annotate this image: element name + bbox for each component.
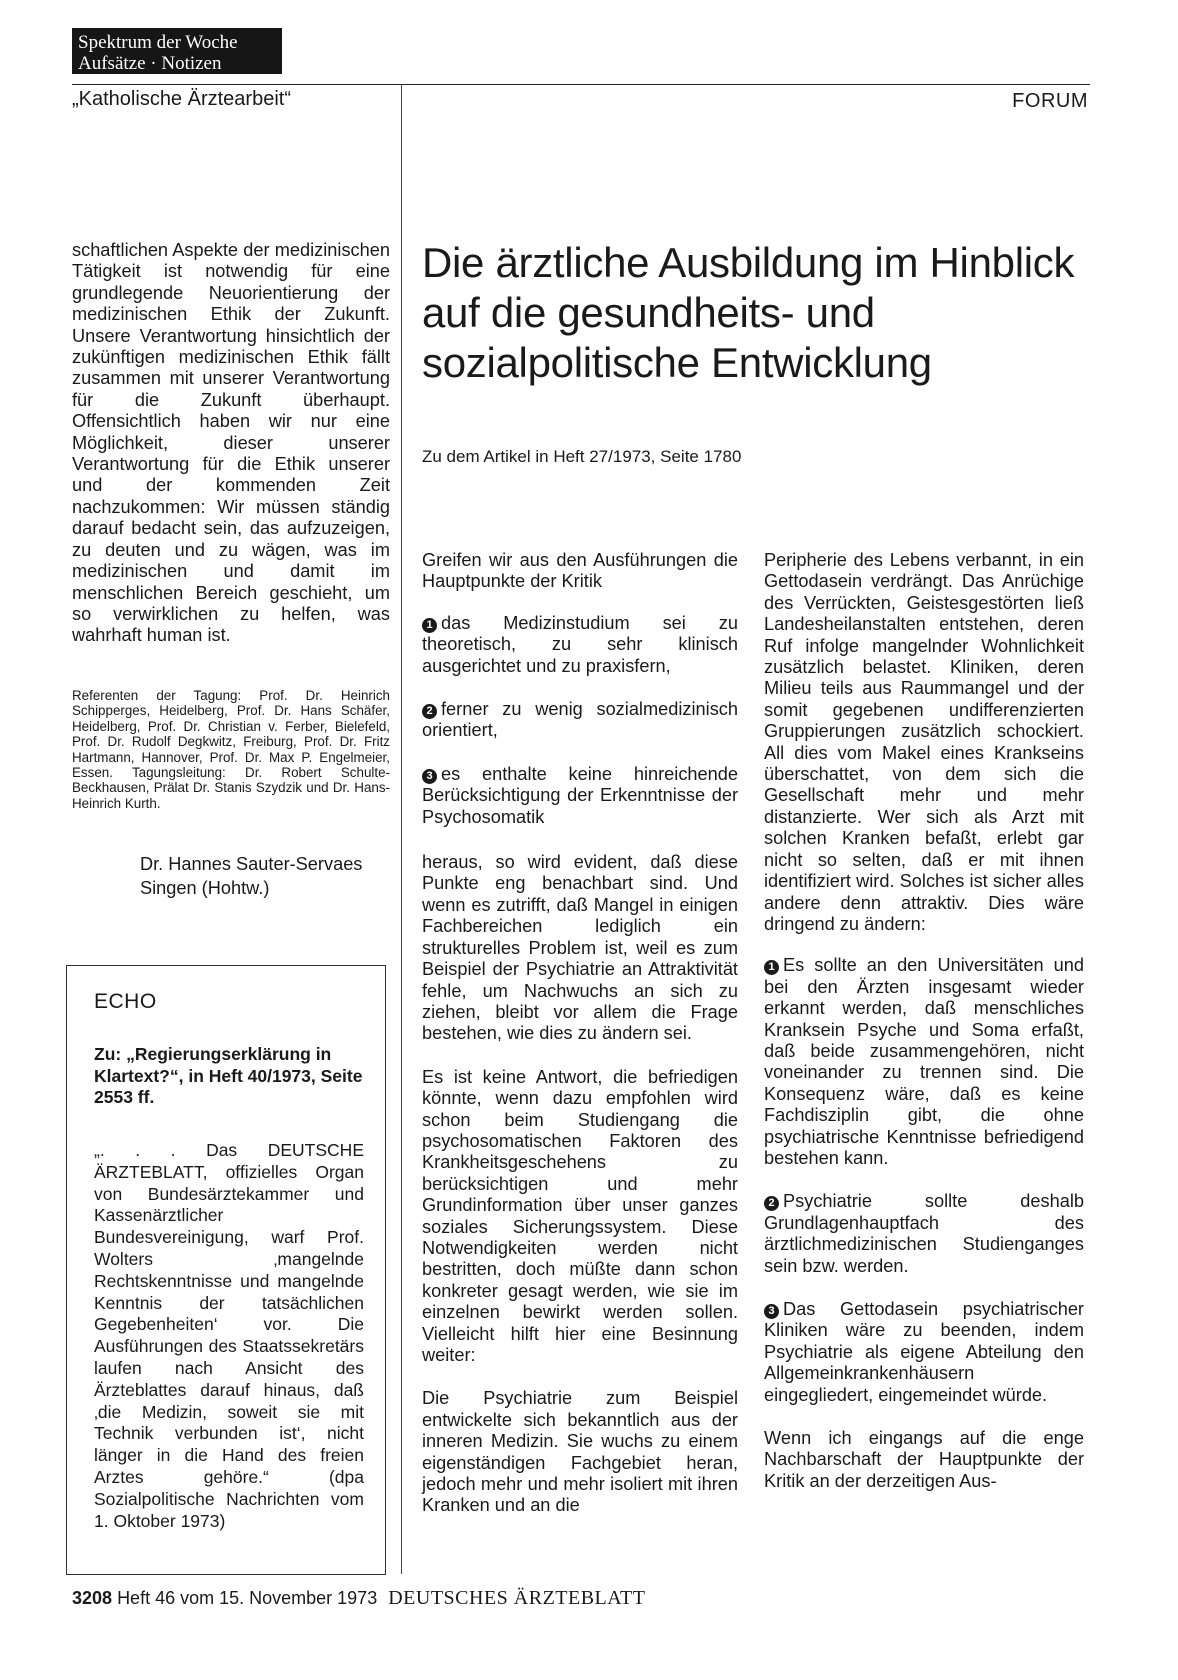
article-title: Die ärztliche Ausbildung im Hinblick auf die gesundheits- und sozialpolitische Entwicklung (422, 239, 1075, 386)
left-column (72, 240, 390, 647)
echo-label: ECHO (94, 990, 157, 1013)
critique-point-1-text: das Medizinstudium sei zu theoretisch, zu sehr klinisch ausgerichtet und zu praxisfern, (422, 612, 738, 676)
publication-name: DEUTSCHES ÄRZTEBLATT (388, 1587, 646, 1609)
references-note: Referenten der Tagung: Prof. Dr. Heinrich Schipperges, Heidelberg, Prof. Dr. Hans Schäfer, Heidelberg, Prof. Dr. Christian v. Ferber, Bielefeld, Prof. Dr. Rudolf Degkwitz, Freiburg, Prof. Dr. Fritz Hartmann, Hannover, Prof. Dr. Max P. Engelmeier, Essen. Tagungsleitung: Dr. Robert Schulte-Beckhausen, Prälat Dr. Stanis Szydzik und Dr. Hans-Heinrich Kurth. (72, 688, 390, 811)
intro-paragraph: Greifen wir aus den Ausführungen die Hauptpunkte der Kritik (422, 550, 738, 592)
proposal-point-1-text: Es sollte an den Universitäten und bei den Ärzten insgesamt wieder erkannt werden, daß menschliches Kranksein Psyche und Soma erfaßt, daß beide zusammengehören, nicht voneinander zu trennen sind. Die Konsequenz wäre, daß es keine Fachdisziplin gibt, die ohne psychiatrische Kenntnisse befriedigend bestehen kann. (764, 955, 1084, 1168)
masthead-line-2: Aufsätze · Notizen (78, 53, 222, 74)
left-column-paragraph: schaftlichen Aspekte der medizinischen Tätigkeit ist notwendig für eine grundlegende Neuorientierung der medizinischen Ethik der Zukunft. Unsere Verantwortung hinsichtlich der zukünftigen medizinischen Ethik fällt zusammen mit unserer Verantwortung für die Zukunft überhaupt. Offensichtlich haben wir nur eine Möglichkeit, dieser unserer Verantwortung für die Ethik unserer und der kommenden Zeit nachzukommen: Wir müssen ständig darauf bedacht sein, das aufzuzeigen, zu deuten und zu wägen, was im medizinischen und damit im menschlichen Bereich geschieht, um so verwirklichen zu helfen, was wahrhaft human ist. (72, 240, 390, 646)
page-number: 3208 (72, 1588, 113, 1608)
masthead (72, 28, 282, 74)
article-subtitle: Zu dem Artikel in Heft 27/1973, Seite 1780 (422, 447, 742, 466)
column-divider (401, 84, 402, 1574)
number-bullet-icon: 3 (422, 769, 437, 784)
echo-body: „. . . Das DEUTSCHE ÄRZTEBLATT, offizielles Organ von Bundesärztekammer und Kassenärztlicher Bundesvereinigung, warf Prof. Wolters ‚mangelnde Rechtskenntnisse und mangelnde Kenntnis der tatsächlichen Gegebenheiten‘ vor. Die Ausführungen des Staatssekretärs laufen nach Ansicht des Ärzteblattes darauf hinaus, daß ‚die Medizin, soweit sie mit Technik verbunden ist‘, nicht länger in die Hand des freien Arztes gehöre.“ (dpa Sozialpolitische Nachrichten vom 1. Oktober 1973) (94, 1140, 364, 1531)
number-bullet-icon: 1 (764, 960, 779, 975)
signature-name: Dr. Hannes Sauter-Servaes (140, 854, 363, 874)
masthead-line-1: Spektrum der Woche (78, 32, 238, 53)
left-running-title: „Katholische Ärztearbeit“ (72, 88, 291, 110)
number-bullet-icon: 2 (764, 1196, 779, 1211)
top-rule (72, 84, 1090, 85)
middle-paragraph-2: Es ist keine Antwort, die befriedigen könnte, wenn dazu empfohlen wird schon beim Studiengang die psychosomatischen Faktoren des Krankheitsgeschehens zu berücksichtigen und mehr Grundinformation über unser ganzes soziales Sicherungssystem. Diese Notwendigkeiten werden nicht bestritten, doch müßte dann schon konkreter gesagt werden, wie sie im einzelnen bewirkt werden sollen. Vielleicht hilft hier eine Besinnung weiter: (422, 1066, 738, 1365)
critique-point-3 (422, 764, 738, 828)
section-label: FORUM (1012, 90, 1088, 112)
issue-info: Heft 46 vom 15. November 1973 (117, 1588, 378, 1608)
middle-paragraph-3: Die Psychiatrie zum Beispiel entwickelte sich bekanntlich aus der inneren Medizin. Sie wuchs zu einem eigenständigen Fachgebiet heran, jedoch mehr und mehr isoliert mit ihren Kranken und an die (422, 1388, 738, 1516)
critique-point-3-text: es enthalte keine hinreichende Berücksichtigung der Erkenntnisse der Psychosomatik (422, 763, 738, 827)
number-bullet-icon: 2 (422, 704, 437, 719)
proposal-point-1 (764, 955, 1084, 1169)
critique-point-1 (422, 613, 738, 677)
proposal-point-3 (764, 1299, 1084, 1406)
middle-paragraph-1: heraus, so wird evident, daß diese Punkte eng benachbart sind. Und wenn es zutrifft, daß Mangel in einigen Fachbereichen lediglich ein strukturelles Problem ist, weil es zum Beispiel der Psychiatrie an Attraktivität fehle, um Nachwuchs an sich zu ziehen, bleibt vor allem die Frage bestehen, wie dies zu ändern sei. (422, 852, 738, 1044)
proposal-point-3-text: Das Gettodasein psychiatrischer Kliniken wäre zu beenden, indem Psychiatrie als eigene Abteilung den Allgemeinkrankenhäusern eingegliedert, eingemeindet würde. (764, 1299, 1084, 1405)
critique-point-2-text: ferner zu wenig sozialmedizinisch orientiert, (422, 699, 738, 741)
right-paragraph-1: Peripherie des Lebens verbannt, in ein Gettodasein verdrängt. Das Anrüchige des Verrückten, Geistesgestörten ließ Landesheilanstalten entstehen, deren Ruf infolge mangelnder Wohnlichkeit zusätzlich belastet. Kliniken, deren Milieu teils aus Raummangel und der somit gegebenen undifferenzierten Gruppierungen zusätzlich schockiert. All dies vom Makel eines Krankseins überschattet, von dem sich die Gesellschaft mehr und mehr distanzierte. Wer sich als Arzt mit solchen Kranken befaßt, erlebt gar nicht so selten, daß er mit ihnen identifiziert wird. Solches ist sicher alles andere denn attraktiv. Dies wäre dringend zu ändern: (764, 550, 1084, 934)
middle-column (422, 550, 738, 1517)
signature (140, 852, 362, 900)
number-bullet-icon: 1 (422, 618, 437, 633)
right-column (764, 550, 1084, 1492)
number-bullet-icon: 3 (764, 1304, 779, 1319)
critique-point-2 (422, 699, 738, 742)
right-paragraph-2: Wenn ich eingangs auf die enge Nachbarschaft der Hauptpunkte der Kritik an der derzeitigen Aus- (764, 1428, 1084, 1491)
signature-place: Singen (Hohtw.) (140, 878, 270, 898)
proposal-point-2-text: Psychiatrie sollte deshalb Grundlagenhauptfach des ärztlichmedizinischen Studienganges sein bzw. werden. (764, 1191, 1084, 1276)
page-footer (72, 1587, 645, 1610)
proposal-point-2 (764, 1191, 1084, 1277)
echo-heading: Zu: „Regierungserklärung in Klartext?“, in Heft 40/1973, Seite 2553 ff. (94, 1044, 363, 1107)
